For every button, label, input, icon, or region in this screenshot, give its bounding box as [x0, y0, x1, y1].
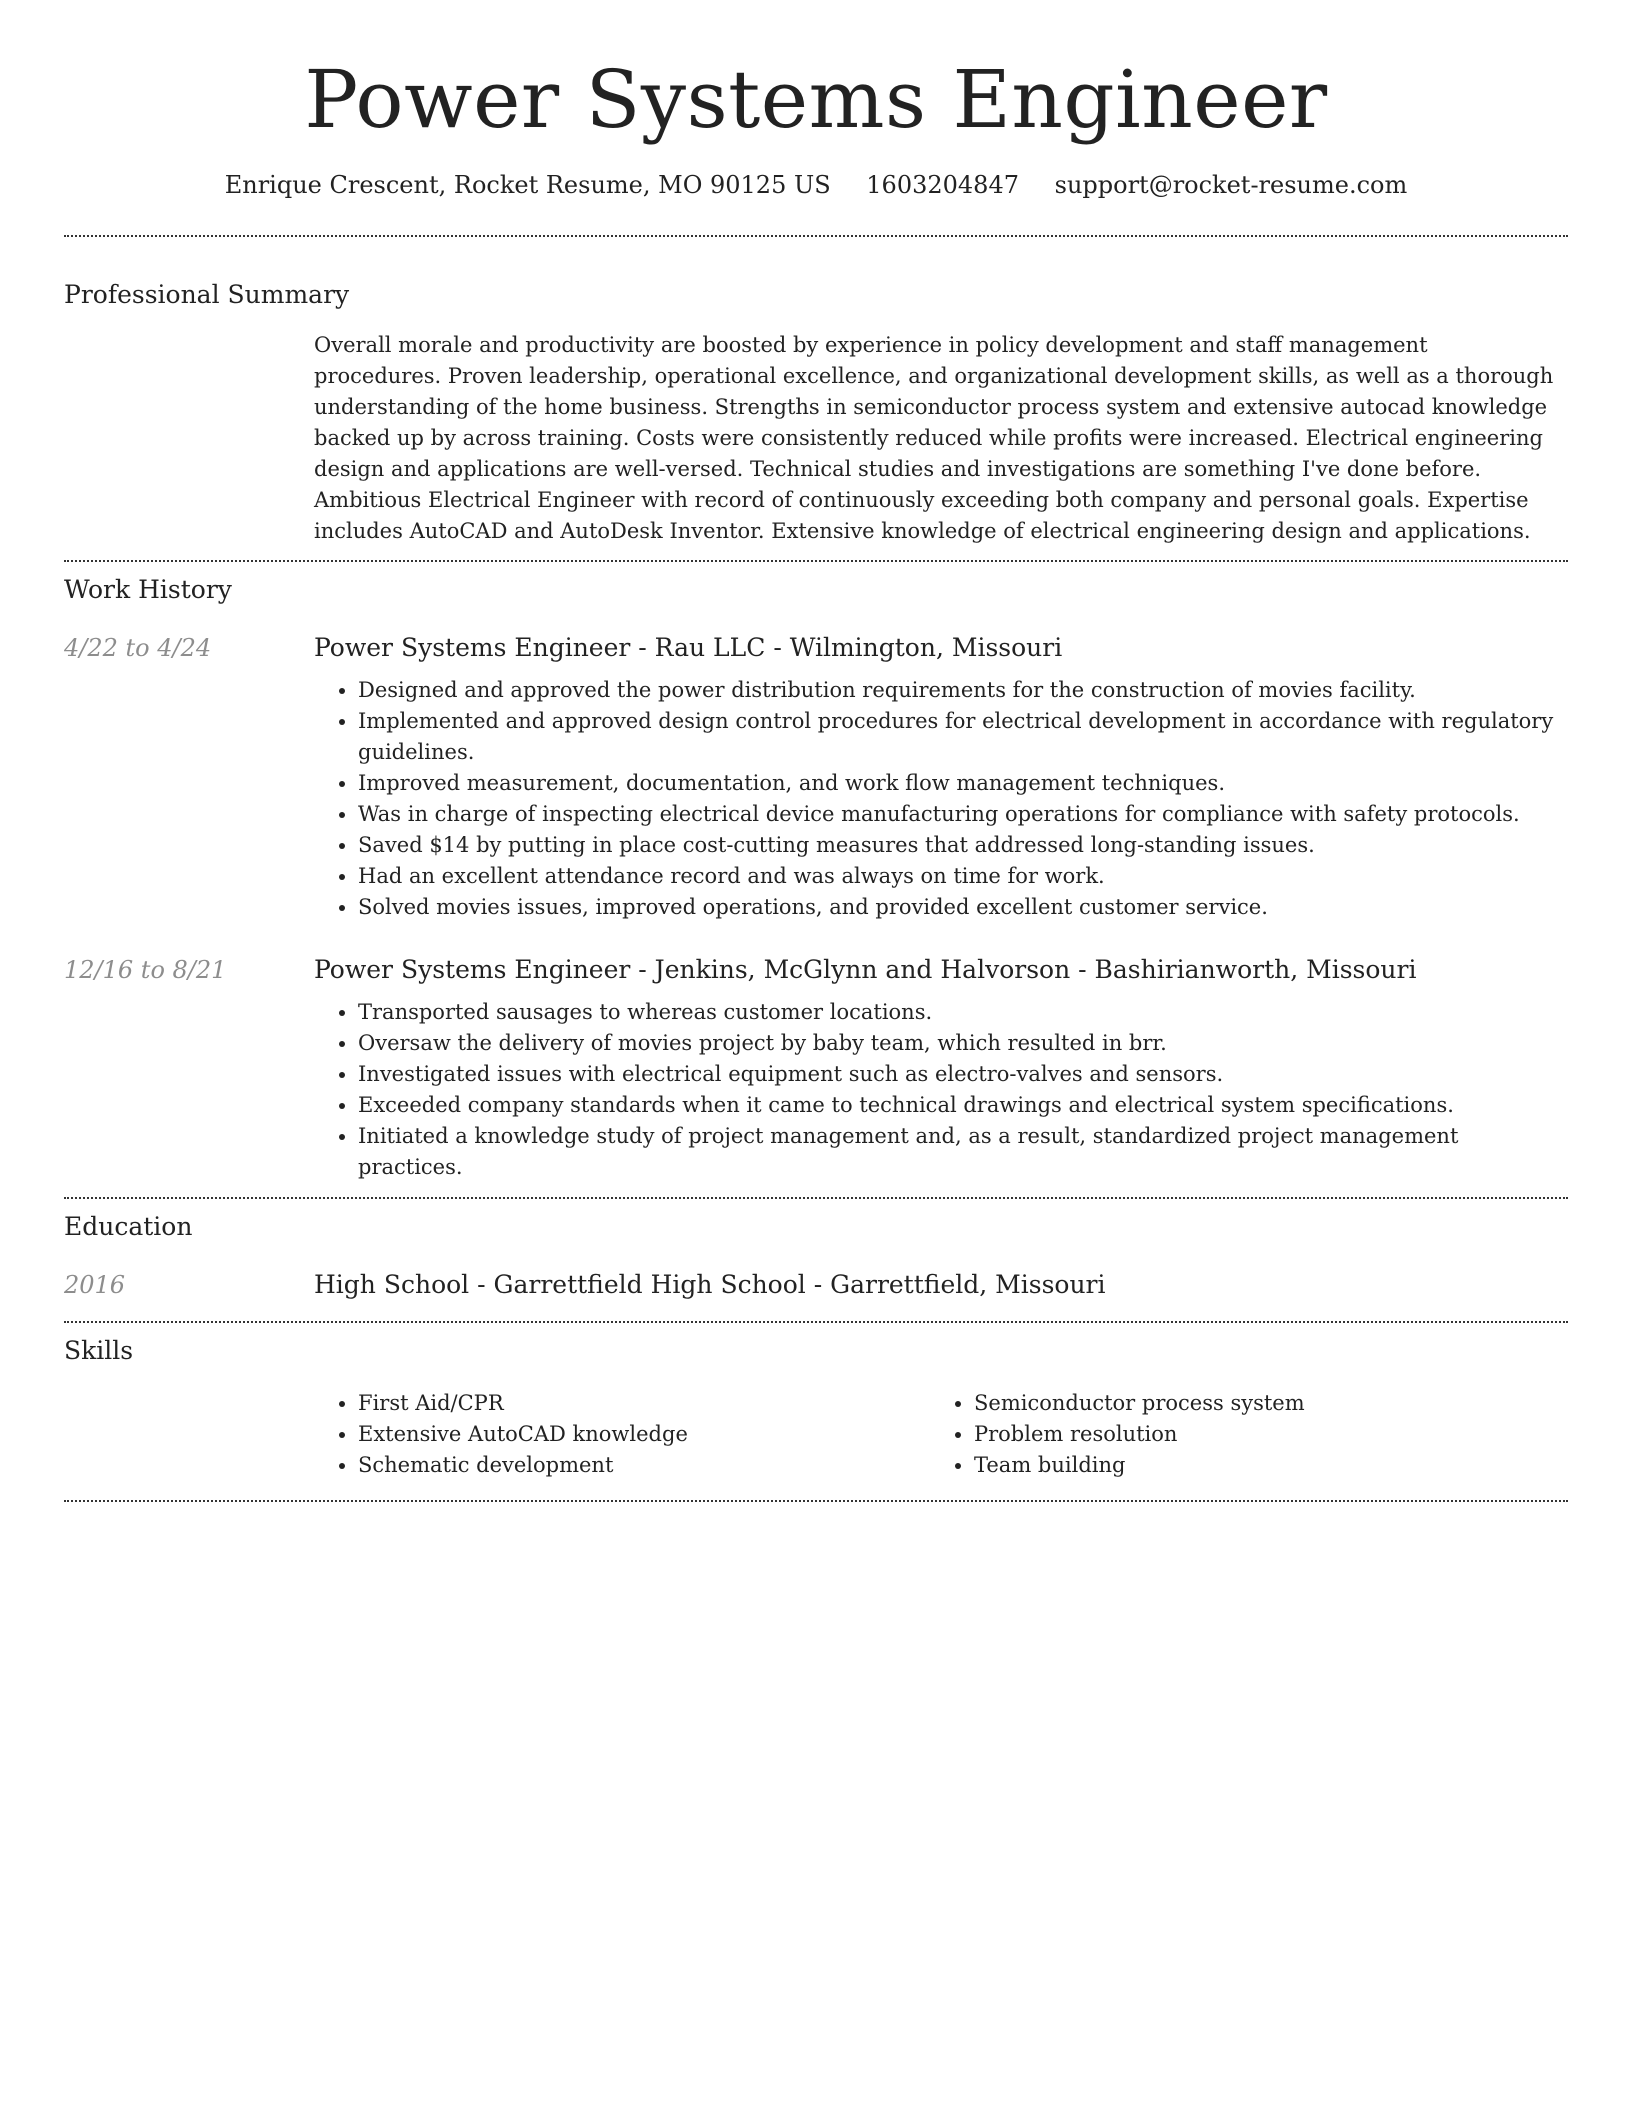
skills-list-left [314, 1388, 930, 1481]
job-bullet: • Had an excellent attendance record and was always on time for work. [358, 861, 1568, 892]
job-bullet: • Improved measurement, documentation, and work flow management techniques. [358, 768, 1568, 799]
work-history-heading: Work History [64, 575, 232, 604]
job-bullet: • Was in charge of inspecting electrical device manufacturing operations for compliance with safety protocols. [358, 799, 1568, 830]
job-bullets [314, 997, 1568, 1183]
contact-address: Enrique Crescent, Rocket Resume, MO 90125 US [224, 171, 831, 199]
skill-item: • First Aid/CPR [358, 1388, 930, 1419]
job-bullet: • Solved movies issues, improved operations, and provided excellent customer service. [358, 892, 1568, 923]
skill-item: • Schematic development [358, 1450, 930, 1481]
skills-section [64, 1334, 1568, 1481]
skill-item: • Team building [974, 1450, 1546, 1481]
education-heading-line: High School - Garrettfield High School - Garrettfield, Missouri [314, 1270, 1106, 1299]
summary-heading: Professional Summary [64, 280, 350, 309]
job-bullet: • Oversaw the delivery of movies project by baby team, which resulted in brr. [358, 1028, 1568, 1059]
summary-text: Overall morale and productivity are boosted by experience in policy development and staff management procedures. Proven leadership, operational excellence, and organizational development skills, as well as a thorough understanding of the home business. Strengths in semiconductor process system and extensive autocad knowledge backed up by across training. Costs were consistently reduced while profits were increased. Electrical engineering design and applications are well-versed. Technical studies and investigations are something I've done before. Ambitious Electrical Engineer with record of continuously exceeding both company and personal goals. Expertise includes AutoCAD and AutoDesk Inventor. Extensive knowledge of electrical engineering design and applications. [314, 333, 1554, 543]
divider [64, 1197, 1568, 1199]
job-bullet: • Transported sausages to whereas customer locations. [358, 997, 1568, 1028]
education-year: 2016 [64, 1271, 126, 1299]
skills-heading: Skills [64, 1336, 134, 1365]
job-bullet: • Exceeded company standards when it came to technical drawings and electrical system specifications. [358, 1090, 1568, 1121]
summary-section [64, 278, 1568, 547]
job-dates: 12/16 to 8/21 [64, 956, 227, 984]
divider [64, 1500, 1568, 1502]
skill-item: • Problem resolution [974, 1419, 1546, 1450]
contact-phone: 1603204847 [866, 171, 1019, 199]
education-entry [64, 1268, 1568, 1302]
divider [64, 235, 1568, 237]
job-entry [64, 953, 1568, 1183]
job-bullets [314, 675, 1568, 923]
job-heading: Power Systems Engineer - Rau LLC - Wilmington, Missouri [314, 633, 1063, 662]
resume-page [64, 0, 1568, 1502]
job-bullet: • Designed and approved the power distribution requirements for the construction of movies facility. [358, 675, 1568, 706]
job-dates: 4/22 to 4/24 [64, 634, 212, 662]
contact-email: support@rocket-resume.com [1054, 171, 1408, 199]
skill-item: • Extensive AutoCAD knowledge [358, 1419, 930, 1450]
skill-item: • Semiconductor process system [974, 1388, 1546, 1419]
resume-name: Power Systems Engineer [304, 53, 1328, 146]
job-heading: Power Systems Engineer - Jenkins, McGlynn and Halvorson - Bashirianworth, Missouri [314, 955, 1417, 984]
contact-line [64, 168, 1568, 202]
work-history-section [64, 573, 1568, 1183]
education-heading: Education [64, 1212, 193, 1241]
job-bullet: • Initiated a knowledge study of project management and, as a result, standardized project management practices. [358, 1121, 1568, 1183]
divider [64, 1321, 1568, 1323]
divider [64, 560, 1568, 562]
job-bullet: • Saved $14 by putting in place cost-cutting measures that addressed long-standing issues. [358, 830, 1568, 861]
job-entry [64, 631, 1568, 923]
job-bullet: • Investigated issues with electrical equipment such as electro-valves and sensors. [358, 1059, 1568, 1090]
job-bullet: • Implemented and approved design control procedures for electrical development in accordance with regulatory guidelines. [358, 706, 1568, 768]
skills-list-right [930, 1388, 1546, 1481]
education-section [64, 1210, 1568, 1302]
